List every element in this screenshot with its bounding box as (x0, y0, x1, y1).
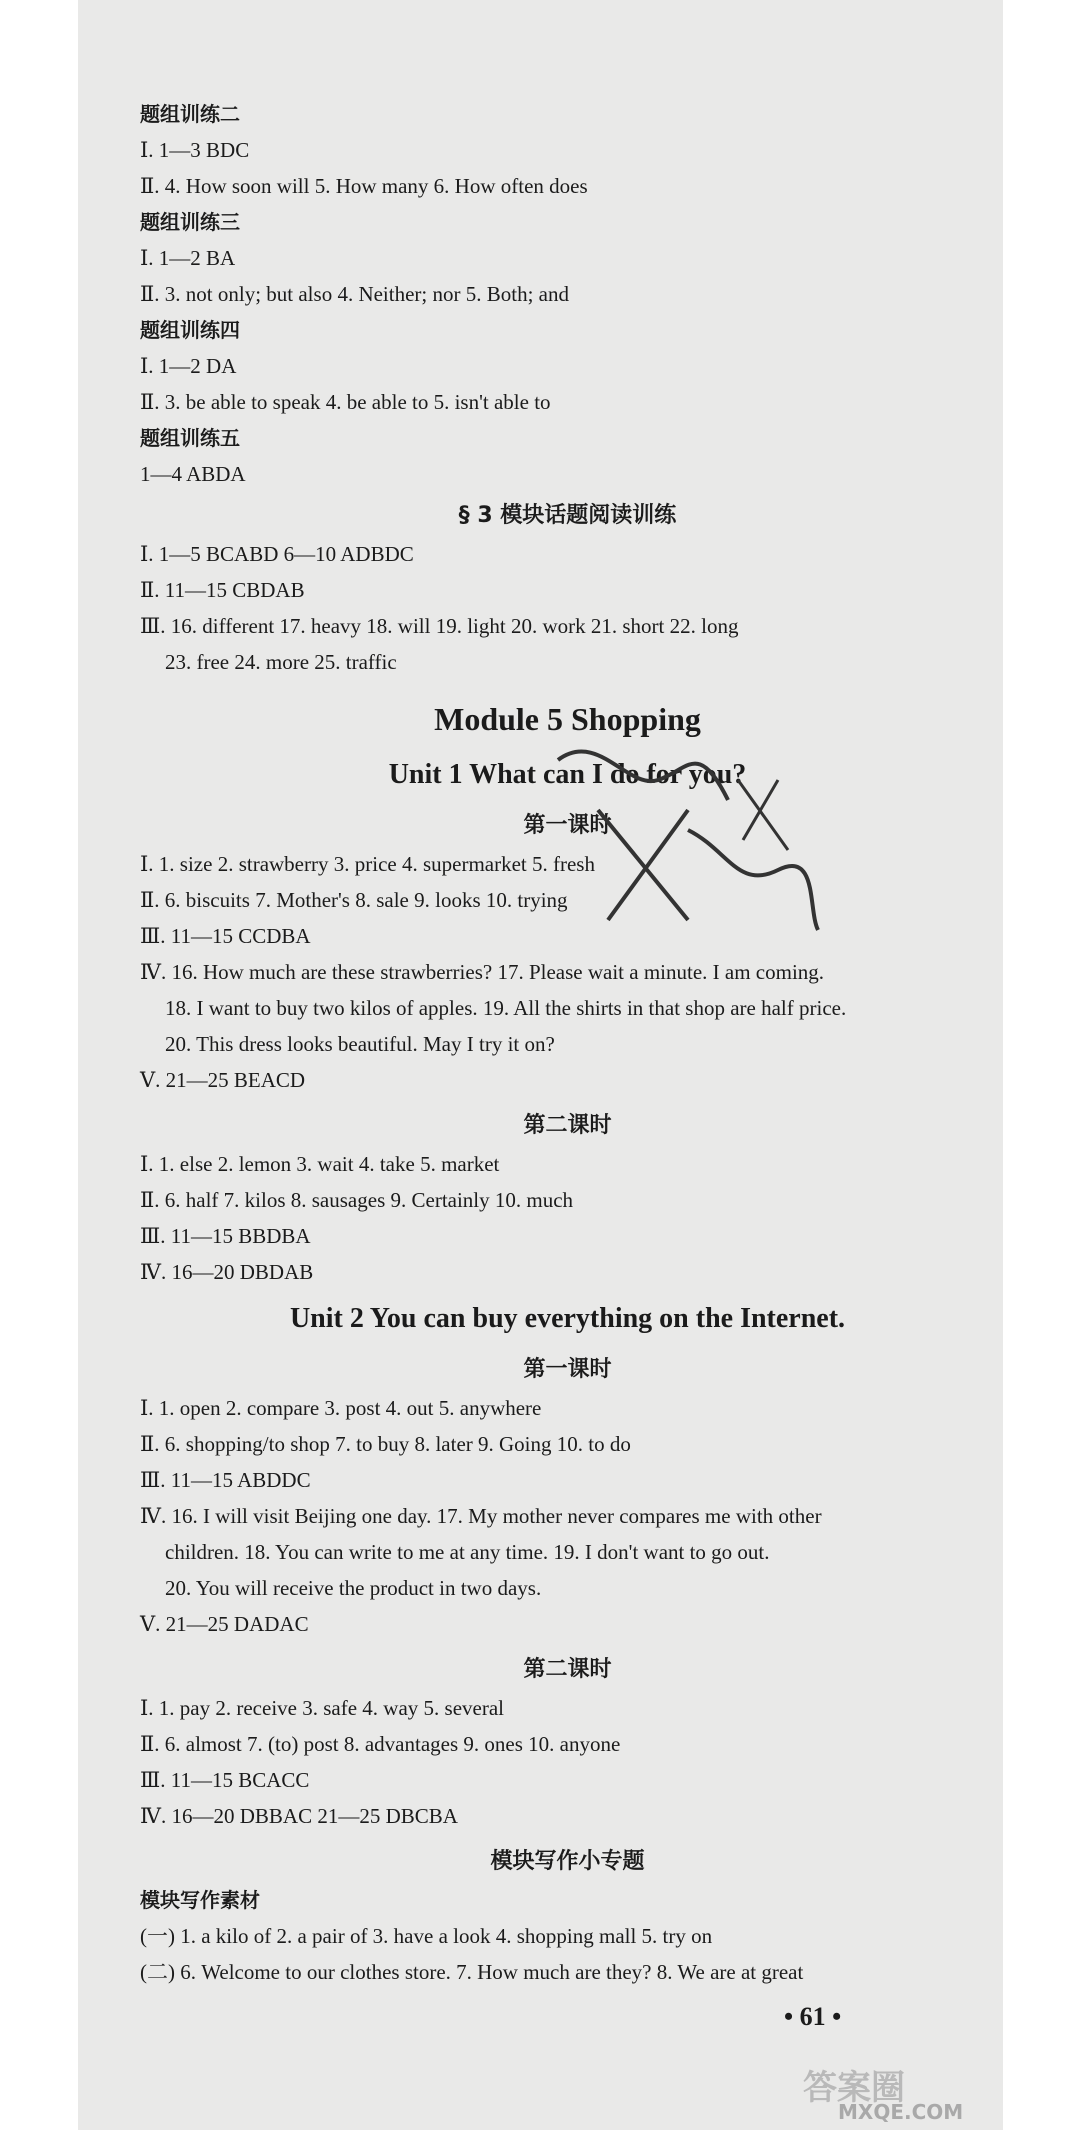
answer-line: Ⅰ. 1—5 BCABD 6—10 ADBDC (140, 542, 414, 566)
answer-line: Ⅳ. 16—20 DBDAB (140, 1260, 314, 1284)
answer-line: Ⅰ. 1—3 BDC (140, 138, 250, 162)
section-heading: 第二课时 (523, 1113, 612, 1138)
answer-line: 20. This dress looks beautiful. May I try it on? (165, 1032, 555, 1056)
answer-line: children. 18. You can write to me at any time. 19. I don't want to go out. (165, 1540, 770, 1564)
answer-line: Ⅲ. 11—15 BCACC (140, 1768, 310, 1792)
answer-line: Ⅴ. 21—25 DADAC (140, 1612, 309, 1636)
answer-page (78, 0, 1003, 2130)
page-number: • 61 • (784, 2002, 842, 2031)
answer-line: Ⅲ. 11—15 CCDBA (140, 924, 311, 948)
answer-line: Ⅱ. 3. not only; but also 4. Neither; nor 5. Both; and (140, 282, 569, 306)
section-heading: § 3 模块话题阅读训练 (458, 503, 677, 528)
answer-line: Ⅱ. 11—15 CBDAB (140, 578, 305, 602)
answer-line: 23. free 24. more 25. traffic (165, 650, 397, 674)
answer-line: Ⅲ. 16. different 17. heavy 18. will 19. light 20. work 21. short 22. long (140, 614, 739, 638)
answer-line: Ⅴ. 21—25 BEACD (140, 1068, 306, 1092)
answer-line: Ⅱ. 6. half 7. kilos 8. sausages 9. Certainly 10. much (140, 1188, 574, 1212)
group-title: 题组训练五 (140, 426, 240, 450)
group-title: 模块写作素材 (140, 1888, 260, 1912)
group-title: 题组训练二 (140, 102, 240, 126)
group-title: 题组训练四 (140, 318, 240, 342)
answer-line: 20. You will receive the product in two days. (165, 1576, 542, 1600)
group-title: 题组训练三 (140, 210, 240, 234)
answer-line: Ⅳ. 16. How much are these strawberries? 17. Please wait a minute. I am coming. (140, 960, 825, 984)
answer-line: Ⅱ. 6. biscuits 7. Mother's 8. sale 9. looks 10. trying (140, 888, 568, 912)
answer-line: Ⅰ. 1. pay 2. receive 3. safe 4. way 5. several (140, 1696, 504, 1720)
watermark-url: MXQE.COM (838, 2100, 964, 2124)
section-heading: 第一课时 (523, 1357, 612, 1382)
answer-line: 1—4 ABDA (140, 462, 246, 486)
answer-line: (一) 1. a kilo of 2. a pair of 3. have a look 4. shopping mall 5. try on (140, 1924, 713, 1948)
watermark-logo: 答案圈 (803, 2068, 905, 2108)
answer-line: Ⅲ. 11—15 BBDBA (140, 1224, 311, 1248)
answer-line: 18. I want to buy two kilos of apples. 19. All the shirts in that shop are half price. (165, 996, 847, 1020)
answer-line: Ⅲ. 11—15 ABDDC (140, 1468, 311, 1492)
section-heading: Module 5 Shopping (434, 701, 701, 737)
answer-line: Ⅰ. 1. size 2. strawberry 3. price 4. supermarket 5. fresh (140, 852, 595, 876)
answer-line: Ⅱ. 6. almost 7. (to) post 8. advantages 9. ones 10. anyone (140, 1732, 621, 1756)
answer-content (140, 96, 995, 1990)
answer-line: Ⅰ. 1—2 BA (140, 246, 236, 270)
section-heading: Unit 2 You can buy everything on the Internet. (289, 1303, 846, 1334)
section-heading: Unit 1 What can I do for you? (388, 759, 747, 790)
answer-line: Ⅰ. 1—2 DA (140, 354, 237, 378)
answer-line: Ⅳ. 16. I will visit Beijing one day. 17. My mother never compares me with other (140, 1504, 822, 1528)
answer-line: Ⅰ. 1. else 2. lemon 3. wait 4. take 5. market (140, 1152, 500, 1176)
answer-line: Ⅳ. 16—20 DBBAC 21—25 DBCBA (140, 1804, 458, 1828)
answer-line: Ⅰ. 1. open 2. compare 3. post 4. out 5. anywhere (140, 1396, 542, 1420)
answer-line: Ⅱ. 4. How soon will 5. How many 6. How often does (140, 174, 588, 198)
answer-line: Ⅱ. 3. be able to speak 4. be able to 5. isn't able to (140, 390, 551, 414)
section-heading: 第二课时 (523, 1657, 612, 1682)
answer-line: Ⅱ. 6. shopping/to shop 7. to buy 8. later 9. Going 10. to do (140, 1432, 631, 1456)
section-heading: 模块写作小专题 (490, 1849, 645, 1874)
answer-line: (二) 6. Welcome to our clothes store. 7. How much are they? 8. We are at great (140, 1960, 804, 1984)
section-heading: 第一课时 (523, 813, 612, 838)
